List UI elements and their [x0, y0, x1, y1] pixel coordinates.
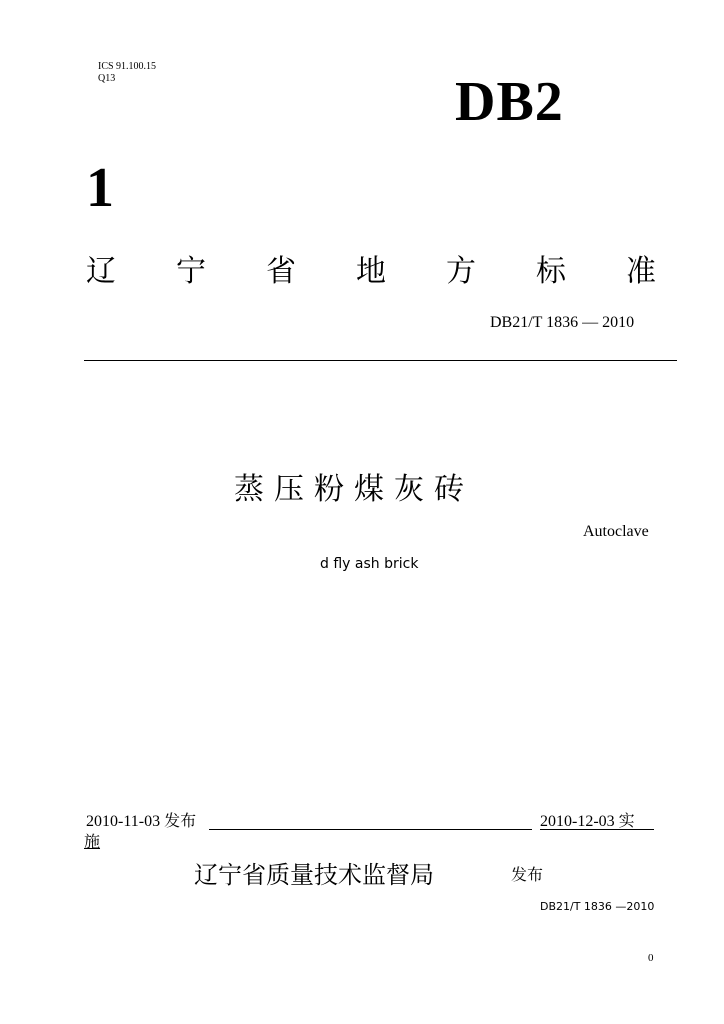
date-underline: [209, 829, 532, 830]
standard-type-char: 辽: [86, 254, 116, 289]
standard-type-char: 地: [356, 254, 386, 289]
page-number: 0: [648, 952, 654, 964]
standard-type-char: 方: [446, 254, 476, 289]
issue-date: 2010-11-03 发布: [86, 813, 197, 830]
issuing-authority: 辽宁省质量技术监督局: [194, 861, 434, 889]
document-title-english-line1: Autoclave: [583, 523, 649, 540]
ics-code: ICS 91.100.15: [98, 61, 157, 72]
standard-type-char: 准: [626, 254, 656, 289]
standard-code: DB21/T 1836 — 2010: [490, 314, 635, 331]
footer-standard-code: DB21/T 1836 —2010: [540, 900, 655, 913]
implementation-date-tail: 施: [84, 834, 101, 851]
ccs-code: Q13: [98, 73, 116, 84]
document-title-english-line2: d fly ash brick: [320, 556, 419, 572]
implementation-date: 2010-12-03 实: [540, 813, 635, 830]
issuing-authority-suffix: 发布: [511, 865, 544, 884]
standard-type-char: 省: [266, 254, 296, 289]
db-label-part2: 1: [86, 157, 114, 219]
header-divider: [84, 360, 677, 361]
db-label-part1: DB2: [455, 71, 564, 133]
standard-type-heading: [86, 252, 656, 292]
document-title-chinese: 蒸压粉煤灰砖: [234, 472, 474, 507]
standard-type-char: 标: [536, 254, 566, 289]
standard-type-char: 宁: [176, 254, 206, 289]
date-underline: [540, 829, 654, 830]
